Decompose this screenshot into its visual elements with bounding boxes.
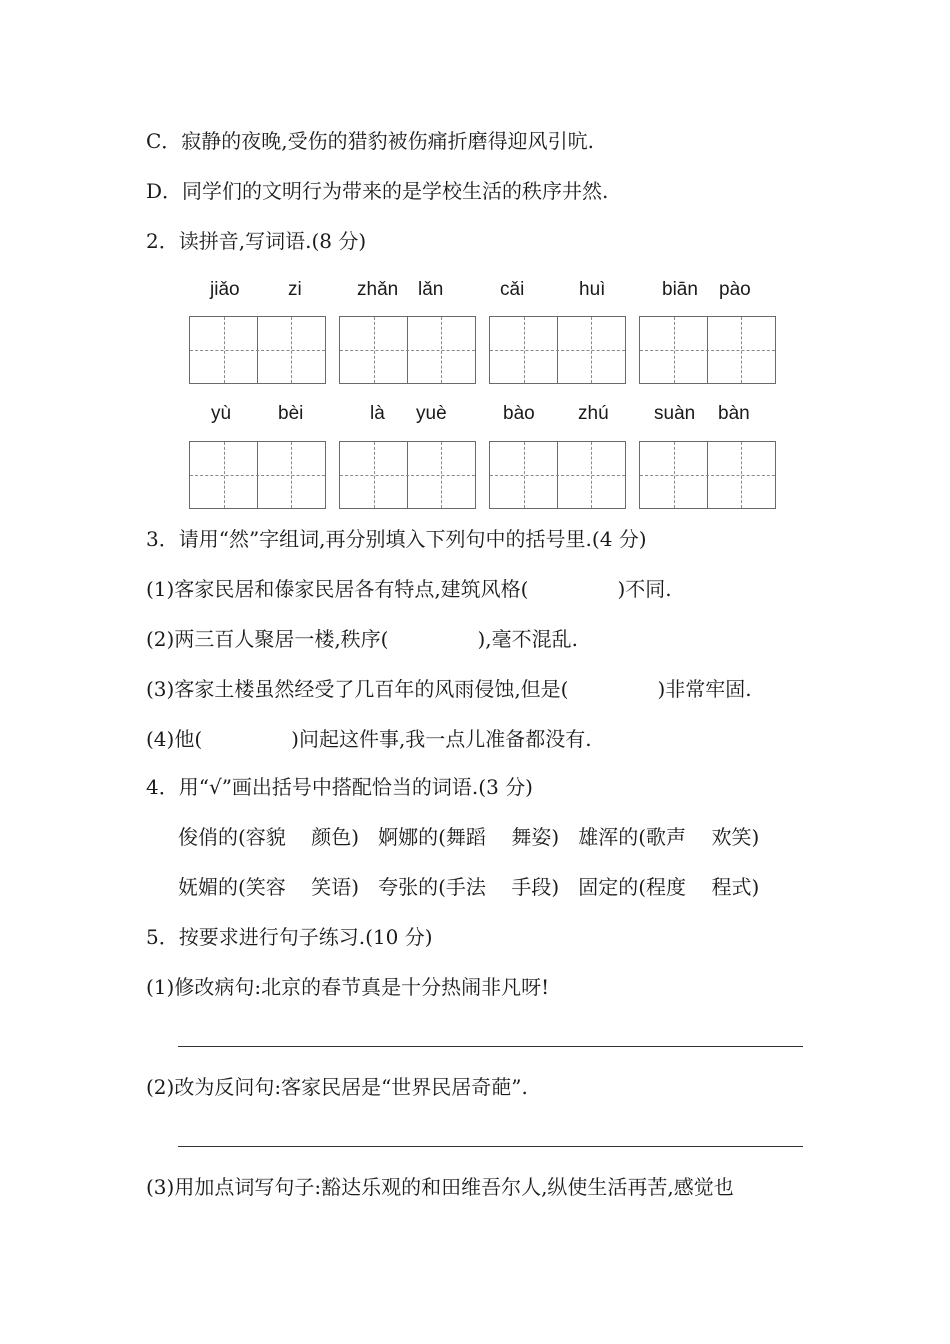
question-3-heading: 3．请用“然”字组词,再分别填入下列句中的括号里.(4 分) (146, 527, 647, 551)
writing-grid[interactable] (639, 441, 776, 509)
pinyin-label: yuè (416, 403, 447, 424)
pinyin-label: huì (579, 279, 606, 300)
question-5-heading: 5．按要求进行句子练习.(10 分) (146, 925, 433, 949)
question-3-item-4: (4)他( )问起这件事,我一点儿准备都没有. (146, 727, 592, 751)
question-4-row-2: 妩媚的(笑容 笑语) 夸张的(手法 手段) 固定的(程度 程式) (178, 875, 760, 899)
pinyin-label: biān (662, 279, 698, 300)
answer-line[interactable] (178, 1046, 803, 1047)
writing-grid[interactable] (489, 441, 626, 509)
pinyin-label: zi (288, 279, 302, 300)
writing-grid[interactable] (639, 316, 776, 384)
question-4-heading: 4．用“√”画出括号中搭配恰当的词语.(3 分) (146, 775, 533, 799)
pinyin-label: zhǎn (357, 279, 399, 300)
pinyin-label: jiǎo (210, 279, 240, 300)
writing-grid[interactable] (189, 316, 326, 384)
pinyin-label: là (370, 403, 385, 424)
writing-grid[interactable] (489, 316, 626, 384)
pinyin-label: zhú (578, 403, 609, 424)
writing-grid[interactable] (189, 441, 326, 509)
question-2-heading: 2．读拼音,写词语.(8 分) (146, 229, 367, 253)
option-d: D．同学们的文明行为带来的是学校生活的秩序井然. (146, 179, 609, 203)
pinyin-label: bàn (718, 403, 750, 424)
question-5-item-1: (1)修改病句:北京的春节真是十分热闹非凡呀! (146, 975, 550, 999)
question-3-item-3: (3)客家土楼虽然经受了几百年的风雨侵蚀,但是( )非常牢固. (146, 677, 752, 701)
pinyin-label: suàn (654, 403, 696, 424)
pinyin-label: yù (211, 403, 232, 424)
writing-grid[interactable] (339, 316, 476, 384)
question-3-item-1: (1)客家民居和傣家民居各有特点,建筑风格( )不同. (146, 577, 672, 601)
question-4-row-1: 俊俏的(容貌 颜色) 婀娜的(舞蹈 舞姿) 雄浑的(歌声 欢笑) (178, 825, 760, 849)
pinyin-label: bào (503, 403, 535, 424)
pinyin-label: lǎn (418, 279, 444, 300)
option-c: C．寂静的夜晚,受伤的猎豹被伤痛折磨得迎风引吭. (146, 129, 595, 153)
pinyin-label: pào (719, 279, 751, 300)
writing-grid[interactable] (339, 441, 476, 509)
pinyin-label: bèi (278, 403, 304, 424)
pinyin-label: cǎi (500, 279, 525, 300)
question-5-item-2: (2)改为反问句:客家民居是“世界民居奇葩”. (146, 1075, 528, 1099)
question-5-item-3: (3)用加点词写句子:豁达乐观的和田维吾尔人,纵使生活再苦,感觉也 (146, 1175, 734, 1199)
question-3-item-2: (2)两三百人聚居一楼,秩序( ),毫不混乱. (146, 627, 579, 651)
answer-line[interactable] (178, 1146, 803, 1147)
